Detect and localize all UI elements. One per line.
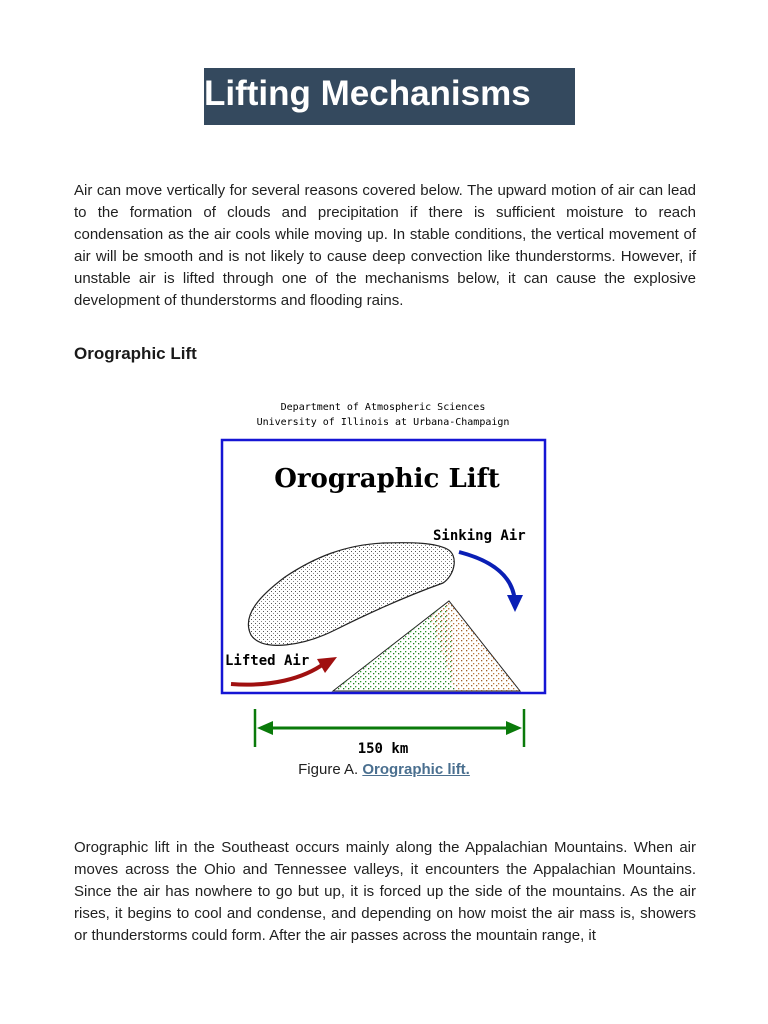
figure-credit-line1: Department of Atmospheric Sciences [280, 402, 486, 413]
orographic-lift-figure [215, 395, 555, 760]
figure-caption [0, 761, 768, 778]
section-heading: Orographic Lift [74, 344, 197, 363]
caption-prefix: Figure A. [298, 761, 363, 778]
scale-left-arrowhead-icon [257, 721, 273, 735]
figure-credit-line2: University of Illinois at Urbana-Champaign [256, 417, 510, 428]
scale-label: 150 km [357, 741, 409, 757]
page-title: Lifting Mechanisms [204, 68, 575, 125]
sinking-air-label: Sinking Air [433, 528, 526, 544]
scale-right-arrowhead-icon [506, 721, 522, 735]
lifted-air-label: Lifted Air [225, 653, 310, 669]
body-paragraph: Orographic lift in the Southeast occurs mainly along the Appalachian Mountains. When air moves across the Ohio and Tennessee valleys, it encounters the Appalachian Mountains. Since the air has nowhere to go but up, it is forced up the side of the mountains. As the air rises, it begins to cool and condense, and depending on how moist the air mass is, showers or thunderstorms could form. After the air passes across the mountain range, it [74, 839, 696, 944]
figure-title: Orographic Lift [274, 464, 500, 494]
caption-link[interactable]: Orographic lift. [362, 761, 470, 778]
intro-paragraph: Air can move vertically for several reasons covered below. The upward motion of air can lead to the formation of clouds and precipitation if there is sufficient moisture to reach condensation as the air cools while moving up. In stable conditions, the vertical movement of air will be smooth and is not likely to cause deep convection like thunderstorms. However, if unstable air is lifted through one of the mechanisms below, it can cause the explosive development of thunderstorms and flooding rains. [74, 182, 696, 309]
